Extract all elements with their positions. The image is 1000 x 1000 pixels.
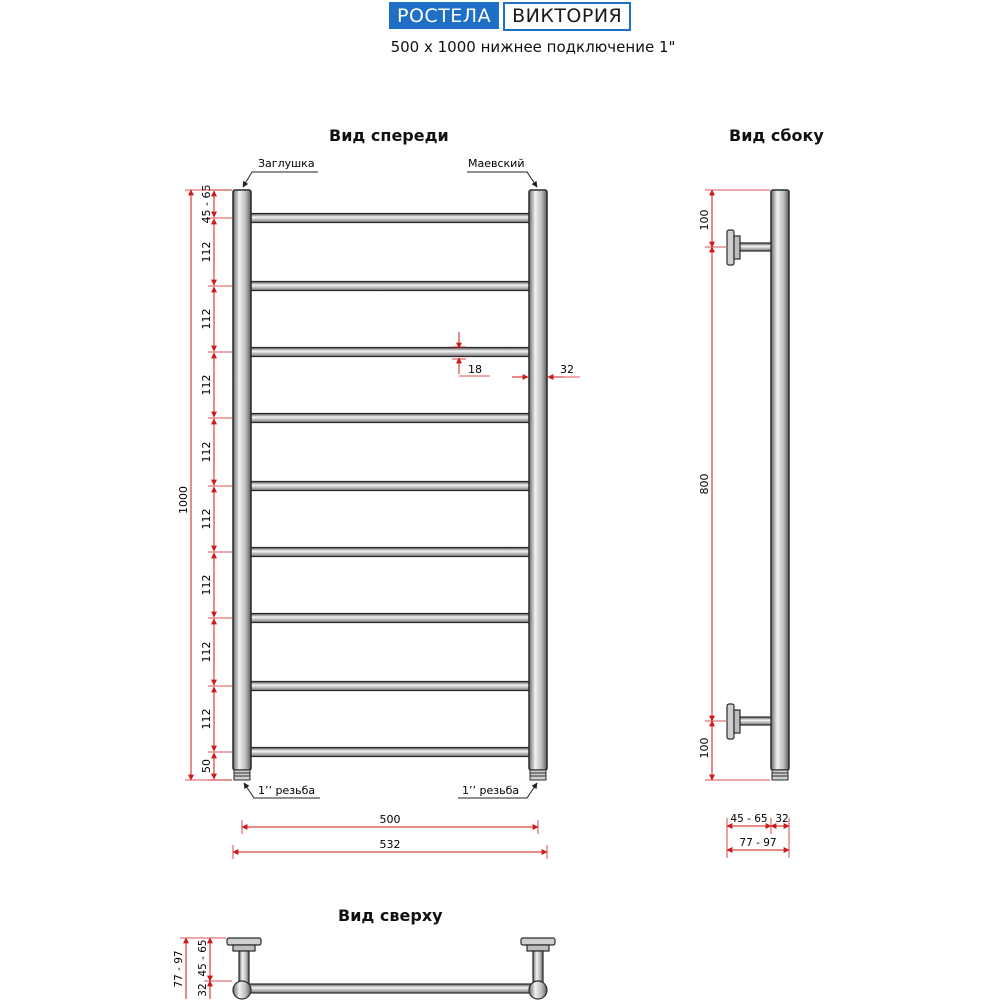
rung [246,548,534,557]
left-thread [234,770,250,780]
side-view [698,190,789,858]
rung [246,614,534,623]
top-offset-label: 45 - 65 [197,939,209,977]
rung [246,282,534,291]
overall-width-label: 532 [379,838,401,851]
rungs [246,214,534,757]
rung-diameter-label: 18 [468,363,482,376]
top-total-label: 77 - 97 [173,950,185,988]
pitch-label: 50 [200,759,213,773]
top-view [173,938,555,999]
pitch-label: 112 [200,441,213,463]
pitch-label: 112 [200,241,213,263]
brand-name: РОСТЕЛА [389,2,499,29]
rung [246,682,534,691]
model-name: ВИКТОРИЯ [503,2,631,31]
right-thread [530,770,546,780]
height-dimension-chain [200,185,232,780]
rung [246,214,534,223]
top-rung [242,984,538,993]
front-view-title: Вид спереди [329,126,449,145]
side-top-label: 100 [698,209,711,231]
thread-left-label: 1’’ резьба [258,784,316,797]
side-post-label: 32 [775,813,789,825]
side-total-label: 77 - 97 [739,837,777,849]
pitch-label: 112 [200,641,213,663]
rung [246,748,534,757]
rung [246,414,534,423]
top-post-label: 32 [197,983,209,997]
pitch-label: 112 [200,574,213,596]
right-post [529,190,547,770]
plug-callout [243,172,318,187]
pitch-label: 112 [200,374,213,396]
side-offset-label: 45 - 65 [730,813,768,825]
side-middle-label: 800 [698,473,711,495]
side-thread [772,770,788,780]
pitch-label: 45 - 65 [200,184,213,224]
side-bracket-top [727,230,771,265]
side-bottom-label: 100 [698,737,711,759]
center-width-label: 500 [379,813,401,826]
left-post [233,190,251,770]
pitch-label: 112 [200,708,213,730]
rung [246,482,534,491]
side-bracket-bottom [727,704,771,739]
mayevsky-callout [467,172,537,187]
top-view-title: Вид сверху [338,906,443,925]
side-view-title: Вид сбоку [729,126,824,145]
total-height-label: 1000 [177,486,190,514]
pitch-label: 112 [200,308,213,330]
mayevsky-label: Маевский [468,157,525,170]
product-subtitle: 500 x 1000 нижнее подключение 1" [390,38,676,56]
post-diameter-label: 32 [560,363,574,376]
rung [246,348,534,357]
pitch-label: 112 [200,508,213,530]
thread-right-label: 1’’ резьба [462,784,520,797]
plug-label: Заглушка [258,157,315,170]
side-post [771,190,789,770]
front-view [177,157,580,859]
